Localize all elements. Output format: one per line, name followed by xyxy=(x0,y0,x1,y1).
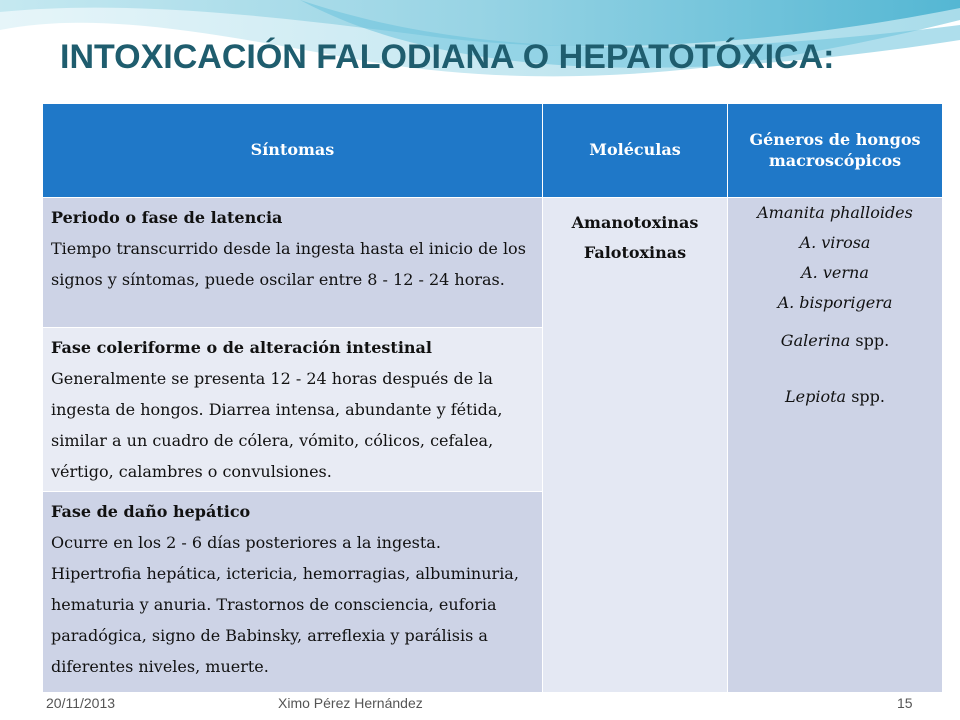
molecules-cell xyxy=(543,198,728,693)
table-row xyxy=(43,198,943,328)
table-header-row xyxy=(43,104,943,198)
phase-description: Ocurre en los 2 - 6 días posteriores a la ingesta. Hipertrofia hepática, ictericia, hemorragias, albuminuria, hematuria y anuria. Trastornos de consciencia, euforia paradógica, signo de Babinsky, arreflexia y parálisis a diferentes niveles, muerte. xyxy=(51,533,519,676)
footer-page-number: 15 xyxy=(897,695,913,711)
genus-name: Amanita phalloides xyxy=(757,203,913,222)
genus-suffix: spp. xyxy=(855,331,890,350)
phase-title: Fase coleriforme o de alteración intestinal xyxy=(51,338,432,357)
genus-galerina xyxy=(728,326,942,356)
genus-name: Lepiota xyxy=(785,387,847,406)
genus-name: A. bisporigera xyxy=(777,293,893,312)
phase-cell-hepatic xyxy=(43,492,543,693)
genus-name: Galerina xyxy=(780,331,851,350)
phase-description: Generalmente se presenta 12 - 24 horas después de la ingesta de hongos. Diarrea intensa, abundante y fétida, similar a un cuadro de cólera, vómito, cólicos, cefalea, vértigo, calambres o convulsiones. xyxy=(51,369,503,481)
molecule-name: Amanotoxinas xyxy=(571,213,699,232)
genera-cell xyxy=(728,198,943,693)
phase-title: Periodo o fase de latencia xyxy=(51,208,283,227)
intoxication-table xyxy=(42,103,943,693)
phase-description: Tiempo transcurrido desde la ingesta hasta el inicio de los signos y síntomas, puede oscilar entre 8 - 12 - 24 horas. xyxy=(51,239,526,289)
footer-date: 20/11/2013 xyxy=(46,695,116,711)
genus-lepiota xyxy=(728,382,942,412)
molecule-name: Falotoxinas xyxy=(583,243,687,262)
header-symptoms: Síntomas xyxy=(43,104,543,198)
genus-name: A. virosa xyxy=(799,233,871,252)
header-molecules: Moléculas xyxy=(543,104,728,198)
phase-cell-latency xyxy=(43,198,543,328)
footer-author: Ximo Pérez Hernández xyxy=(278,695,423,711)
header-genera: Géneros de hongos macroscópicos xyxy=(728,104,943,198)
phase-title: Fase de daño hepático xyxy=(51,502,251,521)
genus-suffix: spp. xyxy=(851,387,885,406)
genus-name: A. verna xyxy=(801,263,869,282)
slide-title: INTOXICACIÓN FALODIANA O HEPATOTÓXICA: xyxy=(60,38,835,76)
phase-cell-intestinal xyxy=(43,328,543,492)
